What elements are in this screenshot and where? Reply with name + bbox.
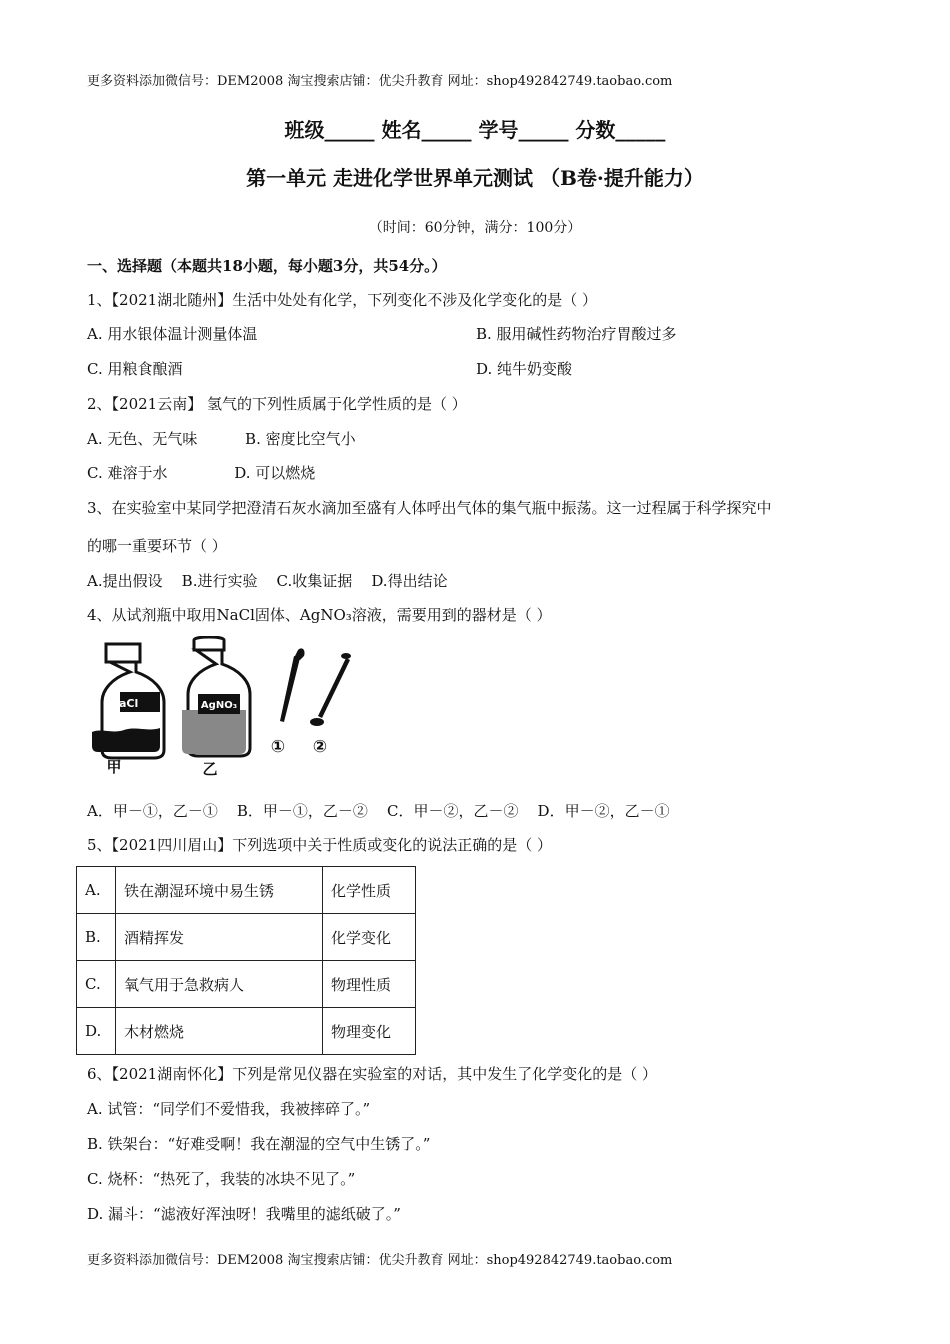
table-cell: 化学性质	[323, 867, 416, 914]
reagent-bottle-yi	[182, 637, 250, 756]
question-4-options: A．甲－①，乙－① B．甲－①，乙－② C．甲－②，乙－② D．甲－②，乙－①	[87, 802, 670, 820]
page-subtitle: （时间：60分钟，满分：100分）	[368, 220, 582, 236]
table-row	[77, 1008, 416, 1055]
question-1-option-b: B. 服用碱性药物治疗胃酸过多	[476, 325, 677, 343]
question-1-option-c: C. 用粮食酿酒	[87, 360, 183, 378]
question-2-options-cd: C. 难溶于水 D. 可以燃烧	[87, 464, 316, 482]
page-header: 更多资料添加微信号：DEM2008 淘宝搜索店铺：优尖升教育 网址：shop492842749.taobao.com	[87, 74, 673, 89]
lab-equipment-figure	[84, 636, 374, 780]
table-cell: 铁在潮湿环境中易生锈	[116, 867, 323, 914]
table-row	[77, 914, 416, 961]
label-yi: 乙	[202, 760, 218, 776]
section-heading: 一、选择题（本题共18小题，每小题3分，共54分。）	[87, 257, 447, 275]
table-cell: B.	[77, 914, 116, 961]
table-row	[77, 867, 416, 914]
question-5-table	[76, 866, 416, 1055]
table-cell: A.	[77, 867, 116, 914]
question-5-stem: 5、【2021四川眉山】下列选项中关于性质或变化的说法正确的是（ ）	[87, 836, 552, 854]
table-cell: 物理变化	[323, 1008, 416, 1055]
label-1: ①	[270, 737, 286, 757]
question-1-stem: 1、【2021湖北随州】生活中处处有化学，下列变化不涉及化学变化的是（ ）	[87, 291, 597, 309]
page-title: 第一单元 走进化学世界单元测试 （B卷·提升能力）	[246, 166, 704, 190]
label-agno3: AgNO₃	[200, 700, 238, 711]
table-row	[77, 961, 416, 1008]
table-cell: 物理性质	[323, 961, 416, 1008]
question-1-option-d: D. 纯牛奶变酸	[476, 360, 573, 378]
question-3-options: A.提出假设 B.进行实验 C.收集证据 D.得出结论	[87, 572, 448, 590]
question-2-options-ab: A. 无色、无气味 B. 密度比空气小	[87, 430, 356, 448]
table-cell: 木材燃烧	[116, 1008, 323, 1055]
question-1-option-a: A. 用水银体温计测量体温	[87, 325, 258, 343]
table-cell: 氧气用于急救病人	[116, 961, 323, 1008]
question-6-stem: 6、【2021湖南怀化】下列是常见仪器在实验室的对话，其中发生了化学变化的是（ ）	[87, 1065, 657, 1083]
question-6-option-d: D. 漏斗：“滤液好浑浊呀！我嘴里的滤纸破了。”	[87, 1205, 401, 1223]
question-4-stem: 4、从试剂瓶中取用NaCl固体、AgNO₃溶液，需要用到的器材是（ ）	[87, 606, 552, 624]
label-nacl: NaCl	[109, 697, 139, 710]
table-cell: 化学变化	[323, 914, 416, 961]
page-footer: 更多资料添加微信号：DEM2008 淘宝搜索店铺：优尖升教育 网址：shop492842749.taobao.com	[87, 1253, 673, 1268]
question-3-stem-line2: 的哪一重要环节（ ）	[87, 537, 227, 555]
table-cell: C.	[77, 961, 116, 1008]
dropper-icon	[280, 648, 305, 722]
question-6-option-a: A. 试管：“同学们不爱惜我，我被摔碎了。”	[87, 1100, 371, 1118]
question-2-stem: 2、【2021云南】 氢气的下列性质属于化学性质的是（ ）	[87, 395, 467, 413]
label-2: ②	[312, 737, 328, 757]
question-6-option-b: B. 铁架台：“好难受啊！我在潮湿的空气中生锈了。”	[87, 1135, 431, 1153]
question-6-option-c: C. 烧杯：“热死了，我装的冰块不见了。”	[87, 1170, 356, 1188]
table-cell: 酒精挥发	[116, 914, 323, 961]
student-info-line: 班级_____ 姓名_____ 学号_____ 分数_____	[284, 118, 666, 142]
spoon-icon	[310, 653, 351, 726]
question-3-stem-line1: 3、在实验室中某同学把澄清石灰水滴加至盛有人体呼出气体的集气瓶中振荡。这一过程属于科学探究中	[87, 499, 772, 517]
table-cell: D.	[77, 1008, 116, 1055]
label-jia: 甲	[106, 758, 122, 776]
